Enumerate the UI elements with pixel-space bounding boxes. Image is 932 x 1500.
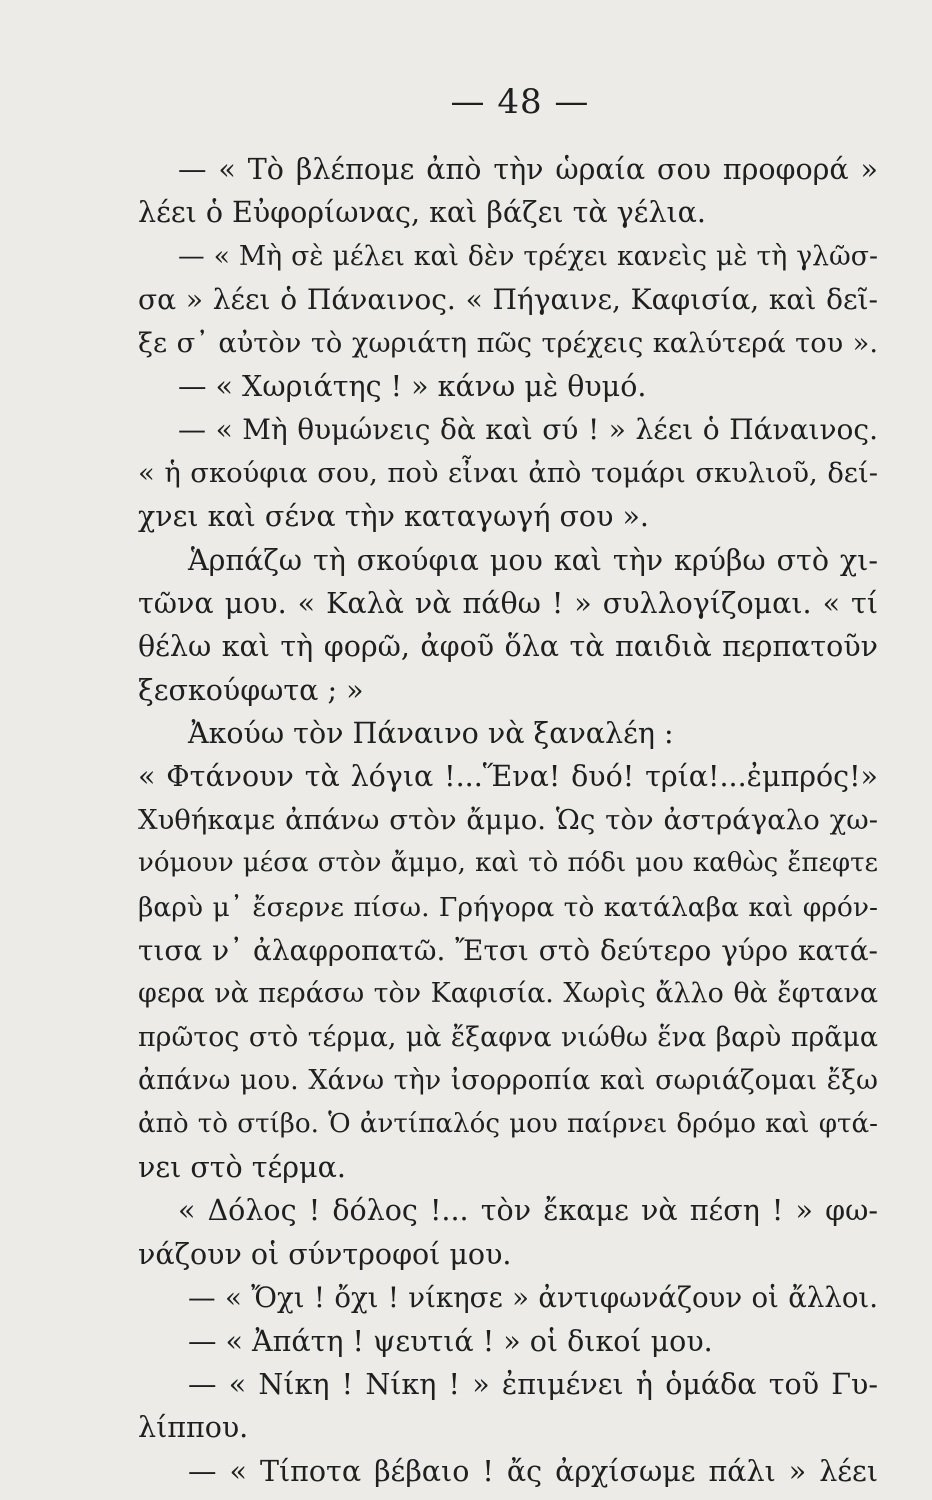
text-line: — « Ὄχι ! ὄχι ! νίκησε » ἀντιφωνάζουν οἱ ἄλλοι. bbox=[188, 1281, 878, 1315]
text-line: ξε σ᾽ αὐτὸν τὸ χωριάτη πῶς τρέχεις καλύτερά του ». bbox=[138, 327, 878, 359]
text-line: νει στὸ τέρμα. bbox=[138, 1150, 346, 1184]
text-line: « Φτάνουν τὰ λόγια !...Ἕνα! δυό! τρία!...ἐμπρός!» bbox=[138, 760, 878, 794]
text-line: — « Ἀπάτη ! ψευτιά ! » οἱ δικοί μου. bbox=[188, 1324, 713, 1358]
text-line: Ἀκούω τὸν Πάναινο νὰ ξαναλέη : bbox=[188, 717, 674, 751]
text-line: ἀπὸ τὸ στίβο. Ὁ ἀντίπαλός μου παίρνει δρόμο καὶ φτά- bbox=[138, 1108, 878, 1139]
text-line: — « Μὴ σὲ μέλει καὶ δὲν τρέχει κανεὶς μὲ τὴ γλῶσ- bbox=[178, 240, 878, 272]
page-number: — 48 — bbox=[450, 82, 590, 122]
text-line: φερα νὰ περάσω τὸν Καφισία. Χωρὶς ἄλλο θὰ ἔφτανα bbox=[138, 978, 878, 1010]
text-line: « ἡ σκούφια σου, ποὺ εἶναι ἀπὸ τομάρι σκυλιοῦ, δεί- bbox=[138, 457, 878, 489]
text-line: — « Νίκη ! Νίκη ! » ἐπιμένει ἡ ὁμάδα τοῦ Γυ- bbox=[188, 1367, 878, 1401]
text-line: λίππου. bbox=[138, 1411, 249, 1445]
text-line: — « Μὴ θυμώνεις δὰ καὶ σύ ! » λέει ὁ Πάναινος. bbox=[178, 413, 878, 447]
text-line: — « Χωριάτης ! » κάνω μὲ θυμό. bbox=[178, 369, 647, 403]
text-line: σα » λέει ὁ Πάναινος. « Πήγαινε, Καφισία, καὶ δεῖ- bbox=[138, 283, 878, 317]
text-line: — « Τὸ βλέπομε ἀπὸ τὴν ὡραία σου προφορά » bbox=[178, 153, 878, 186]
text-line: πρῶτος στὸ τέρμα, μὰ ἔξαφνα νιώθω ἕνα βαρὺ πρᾶμα bbox=[138, 1021, 878, 1053]
text-line: Ἁρπάζω τὴ σκούφια μου καὶ τὴν κρύβω στὸ χι- bbox=[188, 543, 878, 577]
text-line: νόμουν μέσα στὸν ἄμμο, καὶ τὸ πόδι μου καθὼς ἔπεφτε bbox=[138, 848, 878, 879]
text-line: λέει ὁ Εὐφορίωνας, καὶ βάζει τὰ γέλια. bbox=[138, 196, 706, 230]
text-line: — « Τίποτα βέβαιο ! ἄς ἀρχίσωμε πάλι » λέει bbox=[188, 1454, 878, 1488]
text-line: ἀπάνω μου. Χάνω τὴν ἰσορροπία καὶ σωριάζομαι ἔξω bbox=[138, 1065, 878, 1097]
text-line: Χυθήκαμε ἀπάνω στὸν ἄμμο. Ὡς τὸν ἀστράγαλο χω- bbox=[138, 803, 878, 836]
text-line: νάζουν οἱ σύντροφοί μου. bbox=[138, 1237, 512, 1271]
text-line: χνει καὶ σένα τὴν καταγωγή σου ». bbox=[138, 500, 649, 534]
text-line: βαρὺ μ᾽ ἔσερνε πίσω. Γρήγορα τὸ κατάλαβα καὶ φρόν- bbox=[138, 891, 878, 923]
text-line: « Δόλος ! δόλος !... τὸν ἔκαμε νὰ πέση ! » φω- bbox=[178, 1194, 878, 1228]
text-line: ξεσκούφωτα ; » bbox=[138, 673, 364, 707]
text-line: θέλω καὶ τὴ φορῶ, ἀφοῦ ὅλα τὰ παιδιὰ περπατοῦν bbox=[138, 630, 878, 664]
body-text bbox=[138, 148, 878, 1493]
text-line: τῶνα μου. « Καλὰ νὰ πάθω ! » συλλογίζομαι. « τί bbox=[138, 586, 878, 620]
text-line: τισα ν᾽ ἀλαφροπατῶ. Ἔτσι στὸ δεύτερο γύρο κατά- bbox=[138, 934, 878, 968]
